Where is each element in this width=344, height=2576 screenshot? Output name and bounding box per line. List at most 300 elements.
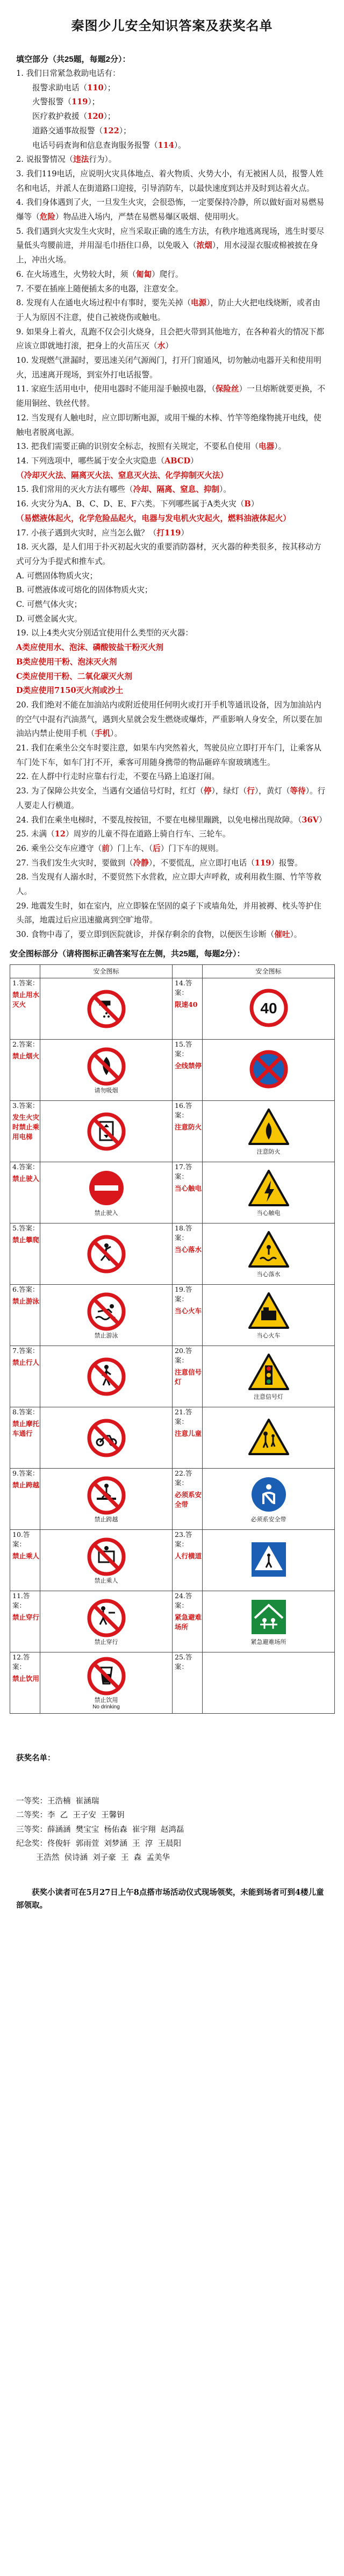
quiz-item [16,139,328,153]
sign-answer: 禁止饮用 [12,1674,40,1683]
quiz-item [16,827,328,842]
question-text: B类应使用干粉、泡沫灭火剂 [16,657,117,667]
sign-image-cell [203,1591,335,1652]
sign-answer-cell [173,1162,203,1223]
sign-number: 23. [175,1530,185,1539]
quiz-item [16,81,328,96]
answer-text: B [244,499,251,509]
question-text: ）门下车的规则。 [160,843,224,853]
answer-text: 12 [54,829,66,839]
question-text: 5. 我们遇到火灾发生火灾时，应当采取正确的逃生方法，有秩序地逃离现场，逃生时要尽量低头弯腰前进，并用湿毛巾捂住口鼻，以免吸入（ [16,226,325,251]
sign-image-cell [203,1468,335,1529]
answer-text: 122 [103,126,119,135]
sign-number: 4. [12,1162,19,1171]
sign-caption: 紧急避难场所 [250,1639,286,1646]
answer-text: 110 [87,83,104,92]
sign-answer-cell [10,1652,40,1713]
quiz-item [16,497,328,512]
warning-electric-icon [247,1168,290,1210]
sign-answer: 紧急避难场所 [175,1613,202,1631]
signs-row [10,1162,335,1223]
question-text: 1. 我们日常紧急救助电话有： [16,69,120,78]
sign-answer: 禁止攀爬 [12,1235,40,1244]
sign-image-cell [203,1100,335,1162]
sign-answer: 禁止乘人 [12,1551,40,1560]
answer-prefix: 答案： [18,1223,39,1232]
sign-number: 14. [175,978,185,987]
answer-text: 打119 [156,528,181,538]
quiz-item [16,670,328,684]
winner-line: 王浩然 侯诗涵 刘子豪 王 森 孟美华 [16,1853,170,1862]
question-text: ） [181,528,189,538]
question-text: 7. 不要在插座上随便插太多的电器，注意安全。 [16,284,183,294]
question-text: （冷却灭火法、隔离灭火法、窒息灭火法、化学抑制灭火法） [16,470,228,480]
quiz-item [16,325,328,354]
no-entry-icon [85,1168,128,1210]
answer-prefix: 答案： [18,978,39,987]
sign-caption: 当心落水 [256,1271,281,1278]
award-notice: 获奖小读者可在5月27日上午8点搭市场活动仪式现场领奖，未能到场者可到4楼儿童部领取。 [16,1888,324,1910]
quiz-item [16,813,328,828]
winner-line: 一等奖：王浩楠 崔涵瑞 [16,1797,99,1806]
sign-answer-cell [10,1223,40,1284]
question-text: ） [318,815,327,825]
answer-prefix: 答案： [12,1591,30,1609]
question-text: ）周岁的儿童不得在道路上骑自行车、三轮车。 [65,829,231,839]
winner-list [16,1794,328,1865]
quiz-item [16,870,328,899]
sign-answer-cell [10,978,40,1039]
question-text: 14. 下列选项中，哪些属于安全火灾隐患（ [16,456,164,466]
sign-answer: 禁止穿行 [12,1613,40,1621]
sign-answer-cell [173,1529,203,1591]
sign-number: 3. [12,1101,19,1110]
question-text: ）物品进入场内，严禁在易燃易爆区吸烟、使用明火。 [55,212,244,222]
question-text: 19. 以上4类火灾分别适宜使用什么类型的灭火器： [16,628,194,638]
answer-text: 催吐 [274,930,290,940]
sign-image-cell [203,1346,335,1407]
quiz-item [16,641,328,655]
answer-text: 匍匐 [135,269,152,279]
signs-row [10,1468,335,1529]
quiz-item [16,698,328,741]
question-text: 18. 灭火器，是人们用于扑灭初起火灾的重要消防器材，灭火器的种类很多，按其移动方式可分为手提式和推车式。 [16,542,321,566]
sign-caption: 注意信号灯 [254,1394,283,1401]
answer-prefix: 答案： [18,1285,39,1293]
blank [247,1662,290,1704]
answer-text: 保险丝 [215,384,239,394]
answer-prefix: 答案： [175,1346,192,1364]
answer-prefix: 答案： [12,1530,30,1548]
no-through-icon [85,1597,128,1638]
question-text: ），绿灯（ [211,786,247,796]
answer-prefix: 答案： [175,1407,192,1426]
winner-line: 三等奖：薛涵涵 樊宝宝 杨佑森 崔宇翔 赵鸿磊 [16,1825,184,1834]
sign-answer-cell [10,1100,40,1162]
question-text: ）； [103,83,116,92]
question-text: 24. 我们在乘坐电梯时，不要乱按按钮，不要在电梯里蹦跳，以免电梯出现故障。（ [16,815,302,825]
quiz-item [16,225,328,268]
question-text: 8. 发现有人在通电火场过程中有事时，要先关掉（ [16,298,191,308]
answer-text: 119 [71,97,88,107]
no-water-icon [85,988,128,1029]
quiz-item [16,526,328,541]
answer-text: 120 [87,112,104,121]
quiz-item [16,928,328,942]
sign-answer-cell [173,978,203,1039]
quiz-item [16,153,328,167]
sign-number: 6. [12,1285,19,1293]
sign-image-cell [40,1468,173,1529]
sign-number: 20. [175,1346,185,1355]
quiz-item [16,354,328,382]
quiz-item [16,655,328,670]
quiz-item [16,770,328,784]
quiz-item [16,124,328,139]
sign-answer: 注意信号灯 [175,1368,202,1386]
no-climbing-icon [85,1233,128,1275]
crosswalk-icon [247,1539,290,1581]
answer-text: 停 [203,786,212,796]
answer-prefix: 答案： [175,1040,192,1058]
sign-answer-cell [173,1407,203,1468]
answer-prefix: 答案： [175,1101,192,1119]
sign-caption: 当心火车 [256,1333,281,1340]
signs-row [10,1100,335,1162]
signs-row [10,1346,335,1407]
quiz-item [16,512,328,526]
answer-prefix: 答案： [18,1346,39,1355]
question-text: ）。 [219,485,232,495]
sign-number: 10. [12,1530,23,1539]
quiz-item [16,167,328,196]
quiz-item [16,483,328,497]
question-text: 11. 家庭生活用电中，使用电器时不能用湿手触摸电器，（ [16,384,216,394]
sign-answer: 人行横道 [175,1551,202,1560]
no-elevator-icon [85,1110,128,1152]
warning-children-icon [247,1416,290,1458]
sign-caption: 注意防火 [256,1149,281,1156]
quiz-item [16,296,328,325]
answer-text: 后 [153,843,161,853]
sign-answer: 发生火灾时禁止乘用电梯 [12,1113,40,1141]
answer-prefix: 答案： [18,1040,39,1048]
sign-image-cell [40,978,173,1039]
question-text: ）； [103,112,116,121]
question-text: 6. 在火场逃生，火势较大时，须（ [16,269,136,279]
sign-answer-cell [10,1284,40,1346]
quiz-item [16,784,328,813]
question-text: 26. 乘坐公交车应遵守（ [16,843,102,853]
quiz-item [16,440,328,454]
question-text: 4. 我们身体遇到了火，一旦发生火灾，会很恐怖，一定要保持冷静，所以做好面对易燃易爆等（ [16,198,325,222]
sign-answer-cell [173,1284,203,1346]
question-text: ） [250,499,259,509]
question-text: C类应使用干粉、二氧化碳灭火剂 [16,671,132,681]
answer-prefix: 答案： [18,1162,39,1171]
answer-text: 电器 [259,442,275,452]
sign-caption: 禁止饮用 [94,1697,118,1704]
signs-row [10,1407,335,1468]
answer-text: 浓烟 [196,241,212,251]
quiz-item [16,856,328,871]
sign-number: 15. [175,1040,185,1048]
shelter-icon [247,1597,290,1638]
quiz-item [16,741,328,770]
answer-prefix: 答案： [175,978,192,997]
sign-answer: 注意儿童 [175,1429,202,1437]
answer-text: 行 [247,786,255,796]
answer-text: 114 [157,140,174,150]
sign-answer-cell [173,1652,203,1713]
question-text: D类应使用7150灭火剂或沙土 [16,686,124,696]
sign-caption: 禁止跨越 [94,1516,118,1523]
seatbelt-icon [247,1474,290,1516]
sign-image-cell [203,1162,335,1223]
no-drinking-icon [85,1655,128,1697]
sign-number: 24. [175,1591,185,1600]
quiz-item [16,411,328,440]
sign-answer: 禁止烟火 [12,1051,40,1060]
answer-text: 36V [302,815,319,825]
question-text: ），不要慌乱，应立即打电话（ [148,858,255,868]
answer-prefix: 答案： [18,1101,39,1110]
sign-caption: 禁止游泳 [94,1333,118,1340]
answer-prefix: 答案： [175,1591,192,1609]
question-text: ），防止大火把电线烧断，或者由于人为原因不注意，使自己被烧伤或触电。 [16,298,320,322]
sign-answer-cell [10,1162,40,1223]
answer-text: 等待 [290,786,306,796]
sign-answer: 禁止跨越 [12,1480,40,1489]
sign-number: 22. [175,1469,185,1477]
question-text: 20. 我们绝对不能在加油站内或附近使用任何明火或打开手机等通讯设备，因为加油站内的空气中混有汽油蒸气，遇到火星就会发生燃烧或爆炸，严重影响人身安全，所以要在加油站内禁止使用手机（ [16,700,322,739]
winner-line: 纪念奖：佟俊轩 郭雨萱 刘梦涵 王 淳 王晨阳 [16,1839,182,1848]
warning-signal-icon [247,1351,290,1393]
signs-header-row [10,964,335,978]
sign-number: 2. [12,1040,19,1048]
no-parking-icon [247,1049,290,1091]
warning-water-icon [247,1229,290,1271]
question-text: ）。 [290,930,302,940]
sign-image-cell [40,1652,173,1713]
question-text: 27. 当我们发生火灾时，要做到（ [16,858,133,868]
question-text: ） [190,456,198,466]
answer-prefix: 答案： [175,1285,192,1303]
quiz-item [16,469,328,483]
question-text: ），黄灯（ [254,786,290,796]
warning-train-icon [247,1290,290,1332]
sign-image-cell [40,1039,173,1100]
sign-answer: 禁止驶入 [12,1174,40,1183]
question-text: 25. 未满（ [16,829,55,839]
sign-image-cell [40,1591,173,1652]
question-text: ）一旦熔断就要更换，不能用铜丝、铁丝代替。 [16,384,326,409]
sign-answer: 禁止行人 [12,1358,40,1366]
answer-prefix: 答案： [18,1407,39,1416]
quiz-item [16,612,328,627]
question-text: ）。行人要走人行横道。 [16,786,326,810]
signs-row [10,1529,335,1591]
question-text: B. 可燃液体或可熔化的固体物质火灾； [16,585,153,595]
quiz-item [16,110,328,124]
question-text: 29. 地震发生时，如在室内，应立即躲在坚固的桌子下或墙角处，并用被褥、枕头等护住头部，地震过后应迅速撤离到空旷地带。 [16,901,321,925]
winners-section [0,1751,344,1865]
answer-text: 手机 [94,729,111,739]
sign-answer-cell [173,1468,203,1529]
answer-text: 冷静 [133,858,149,868]
sign-answer: 禁止用水灭火 [12,990,40,1008]
question-text: A. 可燃固体物质火灾； [16,571,98,581]
question-text: 报警求助电话（ [32,83,88,92]
winner-line: 二等奖：李 乙 王子安 王馨钥 [16,1811,125,1820]
answer-prefix: 答案： [175,1469,192,1487]
no-crossing-icon [85,1474,128,1516]
sign-image-cell [203,1039,335,1100]
no-swimming-icon [85,1290,128,1332]
question-text: C. 可燃气体火灾； [16,600,82,610]
answer-text: 电源 [191,298,207,308]
sign-image-cell [40,1346,173,1407]
sign-image-cell [203,978,335,1039]
quiz-item [16,540,328,569]
question-text: 3. 我们119电话，应说明火灾具体地点、着火物质、火势大小，有无被困人员，报警人姓名和电话，并派人在街道路口迎接，引导消防车，以最快速度到达并及时到达着火点。 [16,169,324,193]
sign-answer-cell [10,1591,40,1652]
sign-number: 7. [12,1346,19,1355]
sign-image-cell [203,1407,335,1468]
answer-prefix: 答案： [175,1223,192,1242]
sign-image-cell [40,1529,173,1591]
question-text: ）报警。 [271,858,303,868]
quiz-item [16,598,328,612]
question-text: 医疗救护救援（ [32,112,88,121]
question-text: 17. 小孩子遇到火灾时，应当怎么做？（ [16,528,157,538]
sign-image-cell [203,1284,335,1346]
question-text: （易燃液体起火，化学危险品起火，电器与发电机火灾起火，燃料油液体起火） [16,513,291,523]
sign-number: 18. [175,1223,185,1232]
question-text: 2. 说报警情况（ [16,155,74,164]
signs-row [10,1284,335,1346]
question-text: 10. 发现燃气泄漏时，要迅速关闭气源阀门，打开门窗通风，切勿触动电器开关和使用明火，迅速离开现场，到室外打电话报警。 [16,356,321,380]
fill-in-items [16,67,328,942]
no-passenger-icon [85,1535,128,1577]
sign-answer: 必须系安全带 [175,1490,202,1508]
question-text: 道路交通事故报警（ [32,126,103,135]
sign-caption: 禁止穿行 [94,1639,118,1646]
answer-prefix: 答案： [175,1162,192,1180]
answer-prefix: 答案： [175,1652,192,1671]
question-text: 13. 把我们需要正确的识别安全标志，按照有关规定，不要私自使用（ [16,442,259,452]
question-text: 12. 当发现有人触电时，应立即切断电源，或用干燥的木棒、竹竿等绝缘物挑开电线，使触电者脱离电源。 [16,413,321,437]
quiz-item [16,95,328,110]
question-text: 行为）。 [89,155,117,164]
sign-caption: 当心触电 [256,1210,281,1217]
sign-caption: 必须系安全带 [250,1516,286,1523]
answer-prefix: 答案： [12,1652,30,1671]
sign-answer: 限速40 [175,1000,198,1008]
quiz-item [16,569,328,584]
sign-answer-cell [10,1407,40,1468]
sign-answer-cell [173,1223,203,1284]
signs-heading: 安全图标部分（请将图标正确答案写在左侧，共25题，每题2分）： [10,949,245,958]
page-title: 秦图少儿安全知识答案及获奖名单 [71,19,273,33]
sign-image-cell [40,1162,173,1223]
signs-row [10,978,335,1039]
quiz-item [16,583,328,598]
quiz-item [16,454,328,469]
sign-answer: 注意防火 [175,1122,202,1131]
sign-image-cell [203,1652,335,1713]
question-text: ）； [119,126,131,135]
sign-image-cell [40,1407,173,1468]
svg-text:40: 40 [260,1000,277,1017]
col-header-right: 安全图标 [203,964,335,978]
no-pedestrian-icon [85,1355,128,1397]
sign-answer-cell [173,1591,203,1652]
sign-answer: 全线禁停 [175,1061,202,1070]
fill-in-section [0,52,344,942]
speed-limit-icon [247,988,290,1029]
question-text: 电话号码查询和信息查询服务报警（ [32,140,158,150]
sign-answer-cell [10,1346,40,1407]
quiz-item [16,382,328,411]
sign-number: 21. [175,1407,185,1416]
question-text: ） [165,341,173,351]
fill-in-heading: 填空部分（共25题，每题2分）： [16,55,131,64]
question-text: ）； [88,97,100,107]
answer-text: 119 [254,858,271,868]
question-text: ）。 [174,140,186,150]
sign-answer: 当心火车 [175,1306,202,1315]
warning-fire-icon [247,1106,290,1148]
quiz-item [16,842,328,856]
signs-row [10,1039,335,1100]
sign-answer: 当心落水 [175,1245,202,1254]
quiz-item [16,196,328,224]
sign-answer: 禁止摩托车通行 [12,1419,40,1437]
no-motorcycle-icon [85,1416,128,1458]
sign-number: 16. [175,1101,185,1110]
sign-answer: 当心触电 [175,1184,202,1192]
sign-number: 8. [12,1407,19,1416]
sign-answer-cell [173,1039,203,1100]
question-text: ）。 [274,442,286,452]
sign-number: 25. [175,1652,185,1661]
signs-row [10,1591,335,1652]
sign-answer: 禁止游泳 [12,1297,40,1305]
answer-text: 前 [102,843,110,853]
sign-answer-cell [10,1468,40,1529]
question-text: 30. 食物中毒了，要立即到医院就诊，并保存剩余的食物，以便医生诊断（ [16,930,275,940]
sign-caption: 禁止乘人 [94,1578,118,1585]
answer-text: ABCD [164,456,191,466]
question-text: D. 可燃金属火灾。 [16,614,82,624]
answer-prefix: 答案： [18,1469,39,1477]
sign-caption-en: No drinking [92,1704,120,1711]
sign-image-cell [40,1100,173,1162]
question-text: 16. 火灾分为A、B、C、D、E、F六类。下列哪些属于A类火灾（ [16,499,245,509]
sign-number: 11. [12,1591,23,1600]
quiz-item [16,899,328,928]
sign-number: 5. [12,1223,19,1232]
sign-number: 9. [12,1469,19,1477]
sign-caption: 请勿吸烟 [94,1087,118,1094]
sign-image-cell [40,1284,173,1346]
question-text: A类应使用水、泡沫、磷酸铵盐干粉灭火剂 [16,643,164,653]
signs-row [10,1223,335,1284]
question-text: ）。 [110,729,123,739]
quiz-item [16,67,328,81]
quiz-item [16,268,328,282]
